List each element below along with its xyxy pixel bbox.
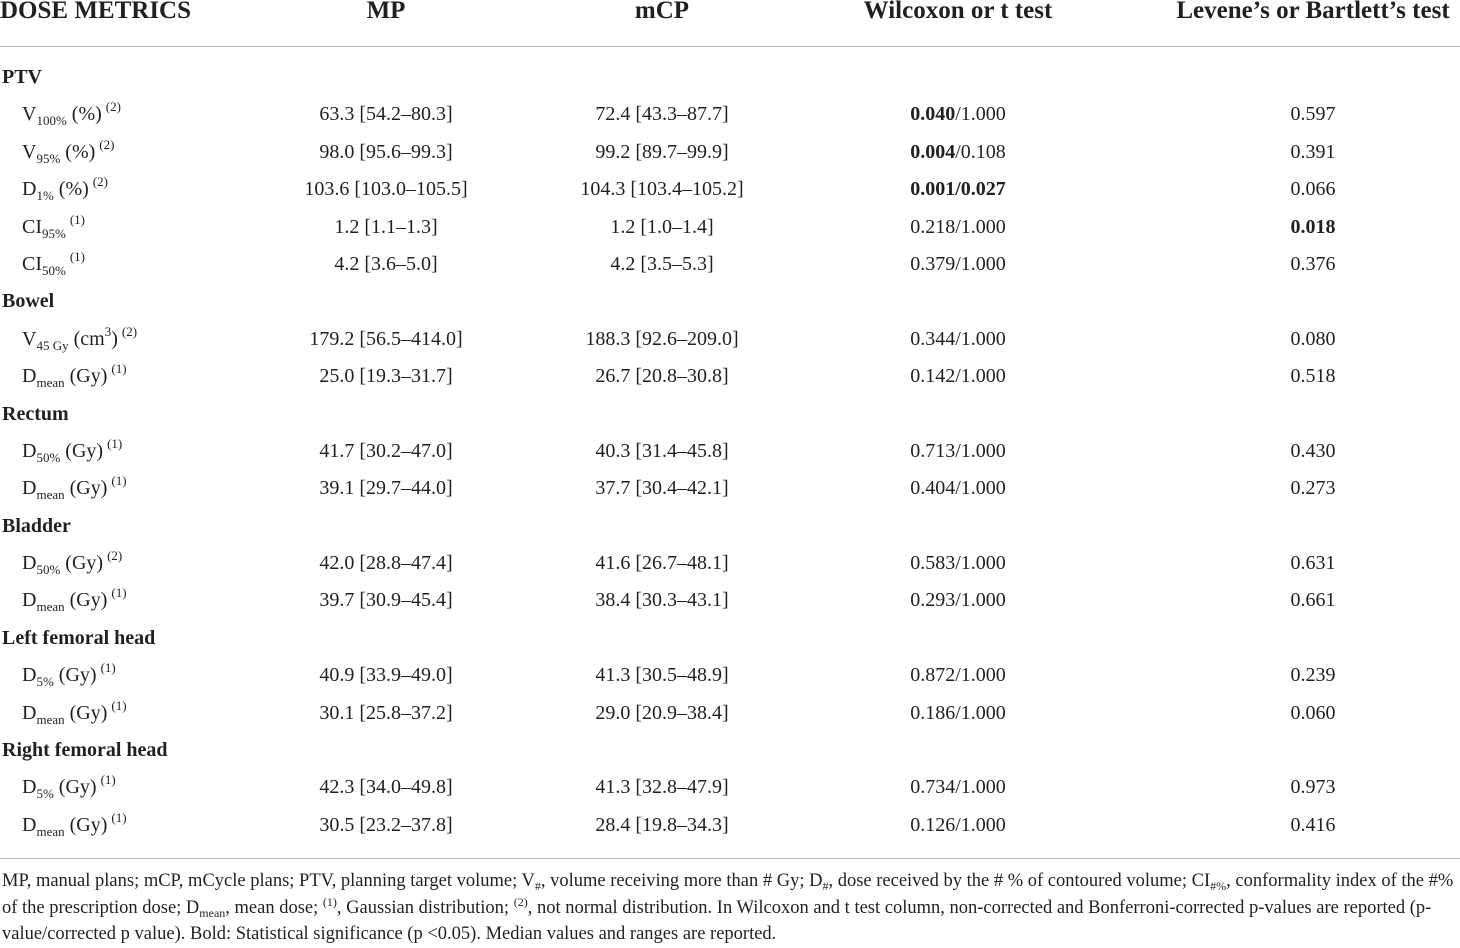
table-row xyxy=(0,433,1460,470)
mcp-value: 38.4 [30.3–43.1] xyxy=(595,589,729,612)
footer-divider xyxy=(0,858,1460,859)
levene-value: 0.430 xyxy=(1290,439,1336,462)
mp-value: 42.0 [28.8–47.4] xyxy=(319,552,453,575)
metric-label: $CI_{50\%}^{(1)}$ xyxy=(22,248,86,278)
levene-value: 0.391 xyxy=(1290,140,1336,163)
wilcoxon-value: 0.379/1.000 xyxy=(910,252,1006,275)
wilcoxon-value: 0.040/1.000 xyxy=(910,103,1006,126)
header-mcp: mCP xyxy=(634,0,690,24)
metric-label: $V_{100\%}$ (%) $^{(2)}$ xyxy=(22,99,121,129)
table-header xyxy=(0,0,1460,26)
mp-value: 25.0 [19.3–31.7] xyxy=(319,365,453,388)
wilcoxon-value: 0.713/1.000 xyxy=(910,439,1006,462)
levene-value: 0.080 xyxy=(1290,327,1336,350)
mp-value: 98.0 [95.6–99.3] xyxy=(319,140,453,163)
group-row-ptv xyxy=(0,59,1460,96)
table-row xyxy=(0,695,1460,732)
table-row xyxy=(0,769,1460,806)
mp-value: 103.6 [103.0–105.5] xyxy=(304,178,468,201)
wilcoxon-value: 0.142/1.000 xyxy=(910,365,1006,388)
mp-value: 40.9 [33.9–49.0] xyxy=(319,664,453,687)
table-row xyxy=(0,171,1460,208)
table-row xyxy=(0,657,1460,694)
levene-value: 0.416 xyxy=(1290,813,1336,836)
header-mp: MP xyxy=(366,0,406,24)
wilcoxon-value: 0.293/1.000 xyxy=(910,589,1006,612)
table-row xyxy=(0,321,1460,358)
wilcoxon-value: 0.583/1.000 xyxy=(910,552,1006,575)
levene-value: 0.060 xyxy=(1290,701,1336,724)
mcp-value: 41.3 [32.8–47.9] xyxy=(595,776,729,799)
metric-label: $D_{mean}$ (Gy) $^{(1)}$ xyxy=(22,697,127,727)
table-body xyxy=(0,59,1460,844)
group-label: Bowel xyxy=(2,290,55,313)
wilcoxon-value: 0.872/1.000 xyxy=(910,664,1006,687)
metric-label: $D_{5\%}$ (Gy) $^{(1)}$ xyxy=(22,772,116,802)
mcp-value: 1.2 [1.0–1.4] xyxy=(610,215,714,238)
levene-value: 0.376 xyxy=(1290,252,1336,275)
wilcoxon-value: 0.734/1.000 xyxy=(910,776,1006,799)
header-dose-metrics: DOSE METRICS xyxy=(0,0,192,24)
table-row xyxy=(0,470,1460,507)
levene-value: 0.066 xyxy=(1290,178,1336,201)
table-row xyxy=(0,545,1460,582)
table-row xyxy=(0,134,1460,171)
mp-value: 63.3 [54.2–80.3] xyxy=(319,103,453,126)
mcp-value: 41.6 [26.7–48.1] xyxy=(595,552,729,575)
table-row xyxy=(0,209,1460,246)
group-label: Bladder xyxy=(2,514,71,537)
mp-value: 1.2 [1.1–1.3] xyxy=(334,215,438,238)
mp-value: 179.2 [56.5–414.0] xyxy=(309,327,463,350)
wilcoxon-value: 0.218/1.000 xyxy=(910,215,1006,238)
wilcoxon-value: 0.404/1.000 xyxy=(910,477,1006,500)
mcp-value: 29.0 [20.9–38.4] xyxy=(595,701,729,724)
group-row-rectum xyxy=(0,396,1460,433)
group-label: Rectum xyxy=(2,402,69,425)
table-row xyxy=(0,807,1460,844)
metric-label: $D_{mean}$ (Gy) $^{(1)}$ xyxy=(22,809,127,839)
levene-value: 0.239 xyxy=(1290,664,1336,687)
metric-label: $CI_{95\%}^{(1)}$ xyxy=(22,211,86,241)
mcp-value: 4.2 [3.5–5.3] xyxy=(610,252,714,275)
header-wilcoxon: Wilcoxon or t test xyxy=(863,0,1053,24)
metric-label: $D_{5\%}$ (Gy) $^{(1)}$ xyxy=(22,660,116,690)
metric-label: $V_{95\%}$ (%) $^{(2)}$ xyxy=(22,136,115,166)
metric-label: $D_{mean}$ (Gy) $^{(1)}$ xyxy=(22,361,127,391)
table-row xyxy=(0,358,1460,395)
metric-label: $V_{45 Gy}$ $(cm^3)$ $^{(2)}$ xyxy=(22,323,138,353)
mp-value: 30.5 [23.2–37.8] xyxy=(319,813,453,836)
mcp-value: 104.3 [103.4–105.2] xyxy=(580,178,744,201)
wilcoxon-value: 0.126/1.000 xyxy=(910,813,1006,836)
mp-value: 30.1 [25.8–37.2] xyxy=(319,701,453,724)
group-label: PTV xyxy=(2,66,42,88)
levene-value: 0.631 xyxy=(1290,552,1336,575)
mcp-value: 41.3 [30.5–48.9] xyxy=(595,664,729,687)
mcp-value: 188.3 [92.6–209.0] xyxy=(585,327,739,350)
metric-label: $D_{50\%}$ (Gy) $^{(1)}$ xyxy=(22,435,123,465)
table-row xyxy=(0,96,1460,133)
levene-value: 0.273 xyxy=(1290,477,1336,500)
mcp-value: 28.4 [19.8–34.3] xyxy=(595,813,729,836)
table-footnote: MP, manual plans; mCP, mCycle plans; PTV, planning target volume; $V_{\#}$, volume receiving more than # Gy; $D_{\#}$, dose received by the # % of contoured volume; $CI_{\#\%}$, conformality index of the #% of the prescription dose; $D_{mean}$, mean dose; $^{(1)}$, Gaussian distribution; $^{(2)}$, not normal distribution. In Wilcoxon and t test column, non-corrected and Bonferroni-corrected p-values are reported (p-value/corrected p value). Bold: Statistical significance (p <0.05). Median values and ranges are reported. xyxy=(2,871,1454,945)
wilcoxon-value: 0.344/1.000 xyxy=(910,327,1006,350)
levene-value: 0.597 xyxy=(1290,103,1336,126)
mcp-value: 40.3 [31.4–45.8] xyxy=(595,439,729,462)
levene-value: 0.661 xyxy=(1290,589,1336,612)
levene-value: 0.018 xyxy=(1290,215,1336,238)
mp-value: 42.3 [34.0–49.8] xyxy=(319,776,453,799)
group-label: Right femoral head xyxy=(2,739,168,762)
mcp-value: 26.7 [20.8–30.8] xyxy=(595,365,729,388)
mcp-value: 37.7 [30.4–42.1] xyxy=(595,477,729,500)
levene-value: 0.973 xyxy=(1290,776,1336,799)
mp-value: 41.7 [30.2–47.0] xyxy=(319,439,453,462)
wilcoxon-value: 0.001/0.027 xyxy=(910,178,1006,201)
table-row xyxy=(0,246,1460,283)
group-row-bowel xyxy=(0,283,1460,320)
header-divider xyxy=(0,46,1460,47)
levene-value: 0.518 xyxy=(1290,365,1336,388)
mp-value: 39.7 [30.9–45.4] xyxy=(319,589,453,612)
mp-value: 39.1 [29.7–44.0] xyxy=(319,477,453,500)
metric-label: $D_{mean}$ (Gy) $^{(1)}$ xyxy=(22,473,127,503)
metric-label: $D_{mean}$ (Gy) $^{(1)}$ xyxy=(22,585,127,615)
mcp-value: 99.2 [89.7–99.9] xyxy=(595,140,729,163)
table-row xyxy=(0,582,1460,619)
group-row-bladder xyxy=(0,508,1460,545)
group-row-right-femoral-head xyxy=(0,732,1460,769)
wilcoxon-value: 0.186/1.000 xyxy=(910,701,1006,724)
group-row-left-femoral-head xyxy=(0,620,1460,657)
wilcoxon-value: 0.004/0.108 xyxy=(910,140,1006,163)
group-label: Left femoral head xyxy=(2,626,156,649)
metric-label: $D_{1\%}$ (%) $^{(2)}$ xyxy=(22,174,108,204)
header-levene: Levene’s or Bartlett’s test xyxy=(1176,0,1450,24)
mcp-value: 72.4 [43.3–87.7] xyxy=(595,103,729,126)
metric-label: $D_{50\%}$ (Gy) $^{(2)}$ xyxy=(22,548,123,578)
mp-value: 4.2 [3.6–5.0] xyxy=(334,252,438,275)
